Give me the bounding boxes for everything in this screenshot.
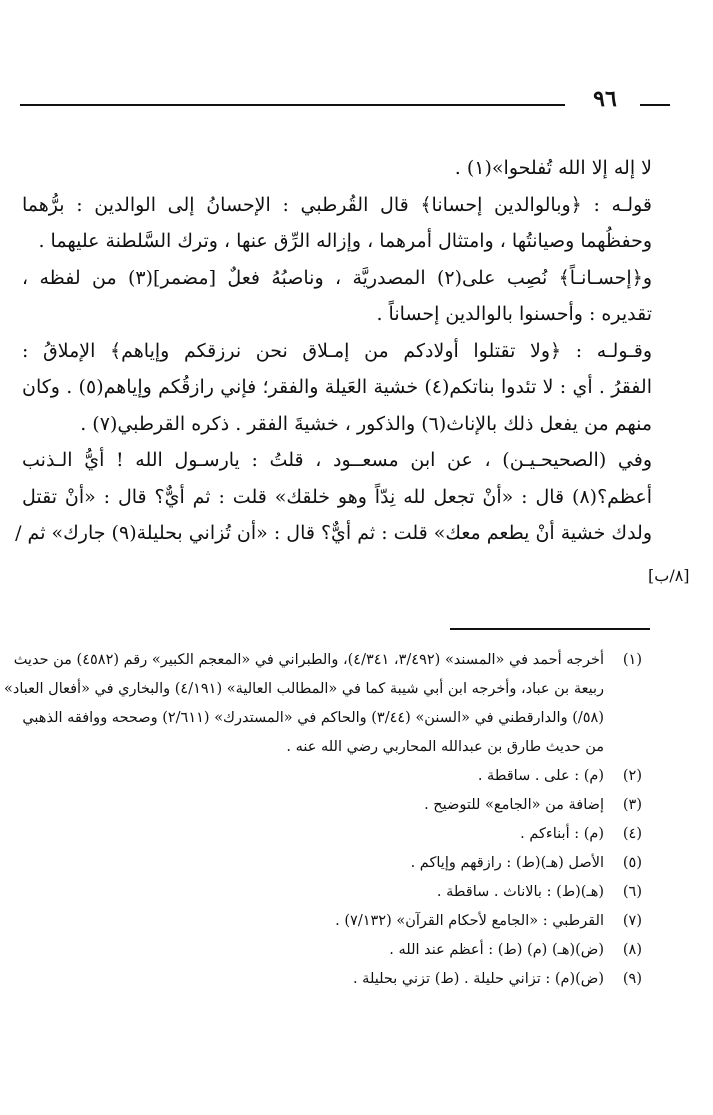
- text-line: وفي (الصحيحـيـن) ، عن ابن مسعــود ، قلتُ : يارسـول الله ! أيُّ الـذنب: [22, 449, 652, 471]
- footnote: [40, 849, 642, 878]
- footnote-text: إضافة من «الجامع» للتوضيح .: [424, 797, 604, 813]
- footnote-separator: [450, 628, 650, 630]
- footnote-number: (٥): [622, 855, 642, 871]
- footnote-text: (ض)(م) : تزاني حليلة . (ط) تزني بحليلة .: [352, 971, 604, 987]
- page-number: ٩٦: [593, 86, 617, 112]
- footnote-number: (٣): [622, 797, 642, 813]
- text-line: لا إله إلا الله تُفلحوا»(١) .: [454, 157, 652, 179]
- footnote-text: الأصل (هـ)(ط) : رازقهم وإياكم .: [410, 855, 604, 871]
- footnote-number: (٤): [622, 826, 642, 842]
- text-line: قولـه : ﴿وبالوالدين إحسانا﴾ قال القُرطبي : الإحسانُ إلى الوالدين : برُّهما: [22, 193, 652, 216]
- footnote-continuation: [40, 733, 642, 762]
- footnote: [40, 820, 642, 849]
- footnote-number: (٩): [622, 971, 642, 987]
- text-line: و﴿إحسـانـاً﴾ نُصِب على(٢) المصدريَّة ، وناصبُهُ فعلٌ [مضمر](٣) من لفظه ،: [22, 266, 652, 289]
- footnote-text: (هـ)(ط) : بالاناث . ساقطة .: [436, 884, 604, 900]
- text-line: منهم من يفعل ذلك بالإناث(٦) والذكور ، خشيةَ الفقر . ذكره القرطبي(٧) .: [80, 412, 652, 435]
- footnote: [13, 646, 642, 675]
- footnotes: [3, 646, 642, 994]
- footnote: [40, 965, 642, 994]
- text-line: وحفظُهما وصيانتُها ، وامتثال أمرهما ، وإزاله الرِّق عنها ، وترك السَّلطنة عليهما .: [38, 230, 652, 252]
- footnote-text: (٥٨/) والدارقطني في «السنن» (٣/٤٤) والحاكم في «المستدرك» (٢/٦١١) وصححه ووافقه الذهبي: [22, 710, 604, 726]
- text-line: أعظم؟(٨) قال : «أنْ تجعل لله نِدّاً وهو خلقك» قلت : ثم أيٌّ؟ قال : «أنْ تقتل: [22, 485, 652, 508]
- footnote-text: ربيعة بن عباد، وأخرجه ابن أبي شيبة كما في «المطالب العالية» (٤/١٩١) والبخاري في «أفعال العباد»: [3, 681, 604, 697]
- footnote-text: القرطبي : «الجامع لأحكام القرآن» (٧/١٣٢) .: [335, 913, 604, 929]
- footnote: [40, 791, 642, 820]
- footnote-text: أخرجه أحمد في «المسند» (٣/٤٩٢، ٤/٣٤١)، والطبراني في «المعجم الكبير» رقم (٤٥٨٢) من حديث: [13, 652, 604, 668]
- footnote-number: (٢): [622, 768, 642, 784]
- footnote: [40, 936, 642, 965]
- text-line: الفقرُ . أي : لا تئدوا بناتكم(٤) خشية العَيلة والفقر؛ فإني رازقُكم وإياهم(٥) . وكان: [22, 376, 652, 398]
- footnote: [40, 762, 642, 791]
- text-line: تقديره : وأحسنوا بالوالدين إحساناً .: [376, 303, 652, 325]
- footnote: [40, 907, 642, 936]
- footnote-text: (م) : على . ساقطة .: [477, 768, 604, 784]
- footnote-number: (٨): [622, 942, 642, 958]
- footnote-continuation: [3, 675, 642, 704]
- main-text: [15, 150, 652, 552]
- text-line: وقـولـه : ﴿ولا تقتلوا أولادكم من إمـلاق نحن نرزقكم وإياهم﴾ الإملاقُ :: [22, 339, 652, 362]
- footnote-number: (٧): [622, 913, 642, 929]
- manuscript-folio-note: [٨/ب]: [648, 566, 690, 585]
- footnote: [40, 878, 642, 907]
- text-line: ولدك خشية أنْ يطعم معك» قلت : ثم أيٌّ؟ قال : «أن تُزاني بحليلة(٩) جارك» ثم /: [15, 522, 652, 544]
- footnote-text: من حديث طارق بن عبدالله المحاربي رضي الله عنه .: [286, 739, 604, 755]
- footnote-text: (ض)(هـ) (م) (ط) : أعظم عند الله .: [389, 942, 604, 958]
- header-rule: [20, 104, 565, 106]
- footnote-number: (٦): [622, 884, 642, 900]
- footnote-text: (م) : أبناءكم .: [520, 826, 604, 842]
- footnote-number: (١): [622, 652, 642, 668]
- header-dash: [640, 104, 670, 106]
- footnote-continuation: [22, 704, 642, 733]
